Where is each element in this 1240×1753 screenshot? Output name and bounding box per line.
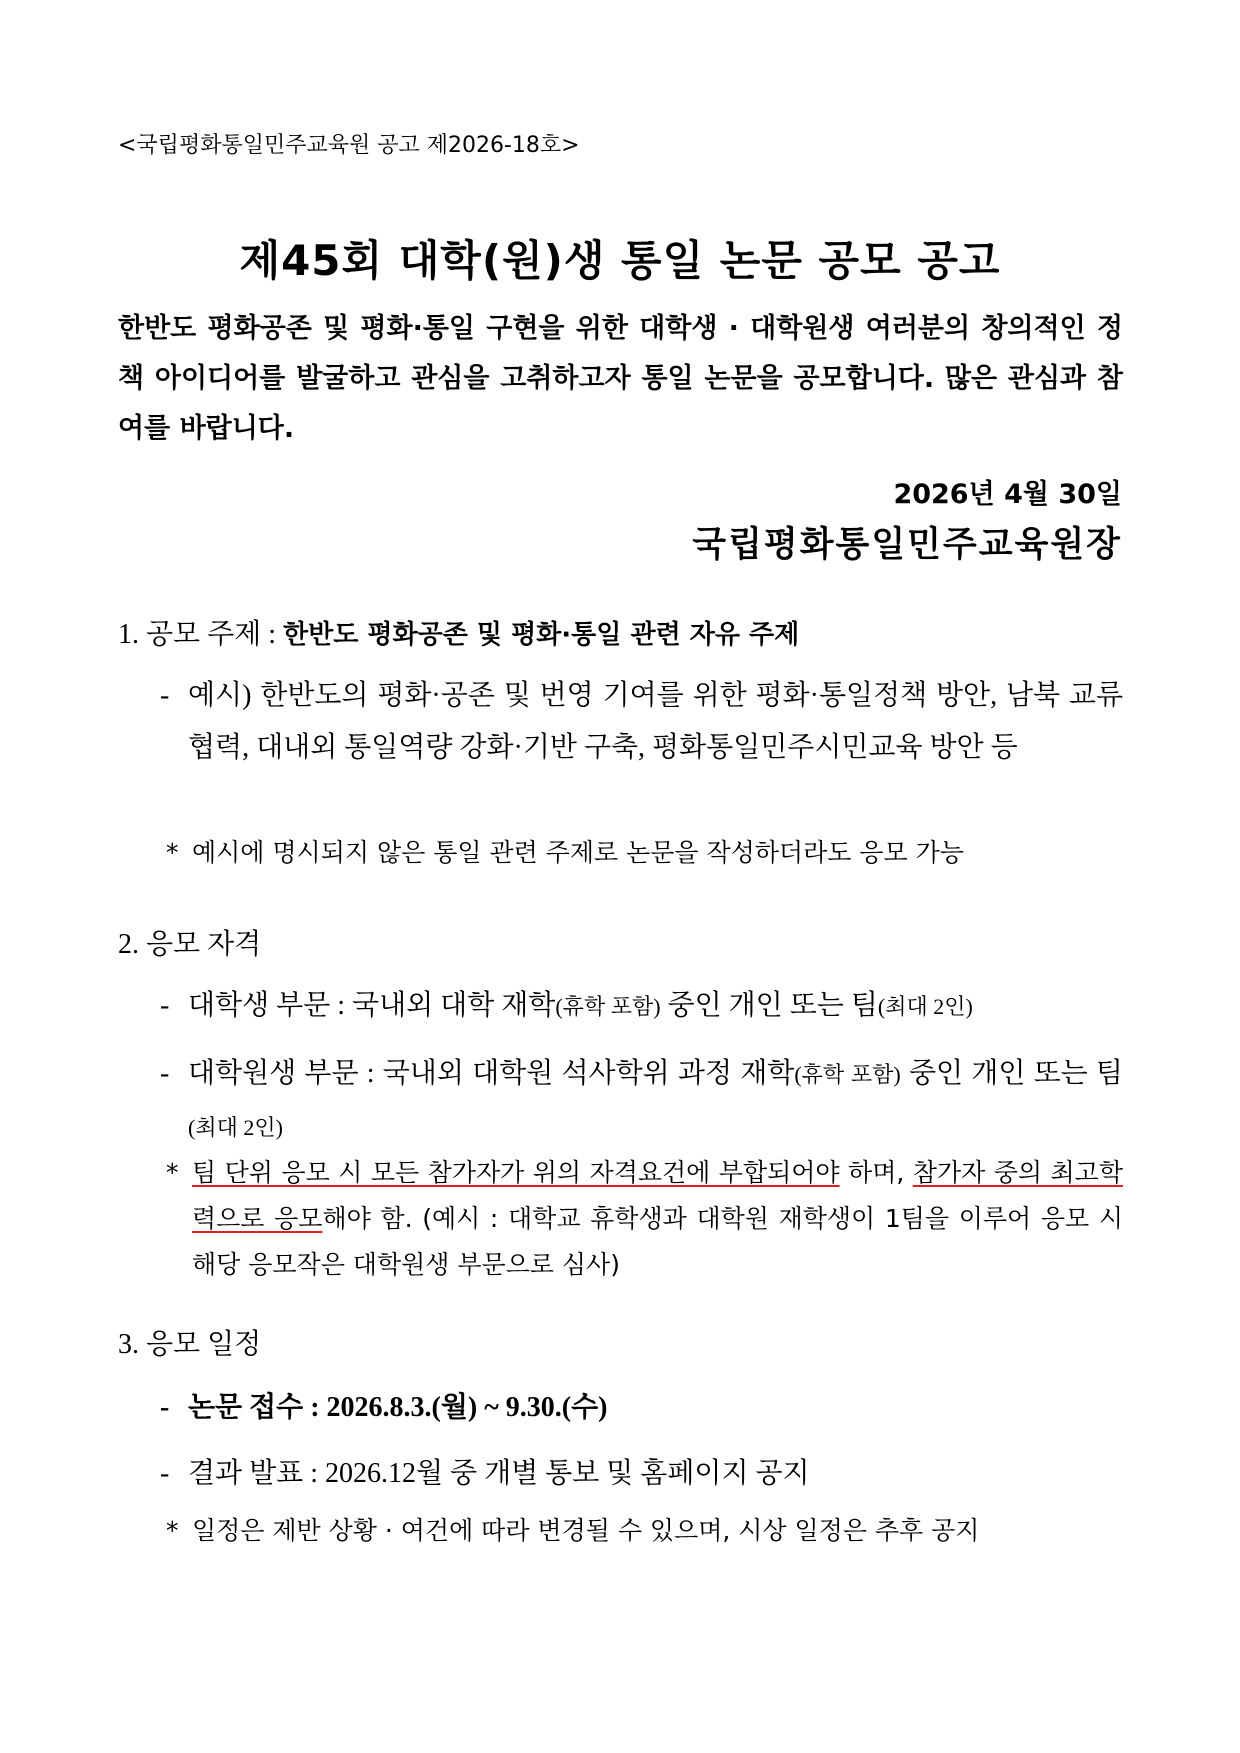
notice-date: 2026년 4월 30일	[893, 479, 1122, 510]
grad-paren-max: (최대 2인)	[188, 1115, 283, 1140]
asterisk-bullet: *	[166, 1158, 179, 1187]
grad-text: 대학원생 부문 : 국내외 대학원 석사학위 과정 재학	[188, 1058, 795, 1089]
notice-number: <국립평화통일민주교육원 공고 제2026-18호>	[118, 133, 580, 158]
section-3-submission: 논문 접수 : 2026.8.3.(월) ~ 9.30.(수)	[188, 1392, 608, 1423]
section-3-note	[166, 1508, 1123, 1554]
undergrad-paren-leave: (휴학 포함)	[555, 994, 661, 1019]
section-3-announcement: 결과 발표 : 2026.12월 중 개별 통보 및 홈페이지 공지	[188, 1458, 810, 1489]
section-2-note	[166, 1150, 1123, 1290]
grad-text-mid: 중인 개인 또는 팀	[900, 1058, 1123, 1089]
section-1-label: 1. 공모 주제 :	[118, 619, 276, 650]
section-3-submission-item	[160, 1382, 1123, 1434]
section-3-note-text: 일정은 제반 상황 · 여건에 따라 변경될 수 있으며, 시상 일정은 추후 공지	[192, 1516, 980, 1545]
undergrad-paren-max: (최대 2인)	[877, 994, 973, 1019]
grad-paren-leave: (휴학 포함)	[794, 1062, 901, 1087]
section-1-example-item	[160, 670, 1123, 830]
issuer-signature: 국립평화통일민주교육원장	[692, 524, 1122, 565]
section-1-heading	[118, 612, 799, 652]
note-underlined-2: 참가자 중의 최고학력으로 응모	[192, 1158, 1123, 1233]
section-3-announcement-item	[160, 1448, 1123, 1500]
section-2-grad-item	[160, 1048, 1123, 1152]
section-1-note-text: 예시에 명시되지 않은 통일 관련 주제로 논문을 작성하더라도 응모 가능	[192, 838, 964, 867]
section-2-note-text	[192, 1150, 1123, 1288]
section-3-heading: 3. 응모 일정	[118, 1329, 262, 1360]
asterisk-bullet: *	[166, 838, 179, 867]
section-2-heading: 2. 응모 자격	[118, 929, 262, 960]
note-text-1: 하며,	[839, 1158, 913, 1187]
section-2-grad	[188, 1048, 1123, 1154]
undergrad-text-mid: 중인 개인 또는 팀	[660, 990, 878, 1021]
dash-bullet: -	[160, 1392, 170, 1423]
section-2-undergrad-item	[160, 980, 1123, 1032]
note-text-2: 해야 함. (예시 : 대학교 휴학생과 대학원 재학생이 1팀을 이루어 응모 시 해당 응모작은 대학원생 부문으로 심사)	[192, 1204, 1123, 1279]
dash-bullet: -	[160, 990, 170, 1021]
section-2-undergrad	[188, 980, 1123, 1033]
intro-paragraph: 한반도 평화공존 및 평화·통일 구현을 위한 대학생 · 대학원생 여러분의 창의적인 정책 아이디어를 발굴하고 관심을 고취하고자 통일 논문을 공모합니다. 많은 관심과 참여를 바랍니다.	[118, 313, 1123, 444]
dash-bullet: -	[160, 1058, 170, 1089]
section-1-example: 예시) 한반도의 평화·공존 및 번영 기여를 위한 평화·통일정책 방안, 남북 교류협력, 대내외 통일역량 강화·기반 구축, 평화통일민주시민교육 방안 등	[188, 680, 1123, 763]
asterisk-bullet: *	[166, 1516, 179, 1545]
dash-bullet: -	[160, 680, 170, 711]
note-underlined-1: 팀 단위 응모 시 모든 참가자가 위의 자격요건에 부합되어야	[192, 1158, 840, 1187]
undergrad-text: 대학생 부문 : 국내외 대학 재학	[188, 990, 556, 1021]
section-1-topic: 한반도 평화공존 및 평화·통일 관련 자유 주제	[282, 620, 800, 650]
dash-bullet: -	[160, 1458, 170, 1489]
page-title: 제45회 대학(원)생 통일 논문 공모 공고	[239, 236, 1001, 285]
section-1-note	[166, 830, 1123, 876]
